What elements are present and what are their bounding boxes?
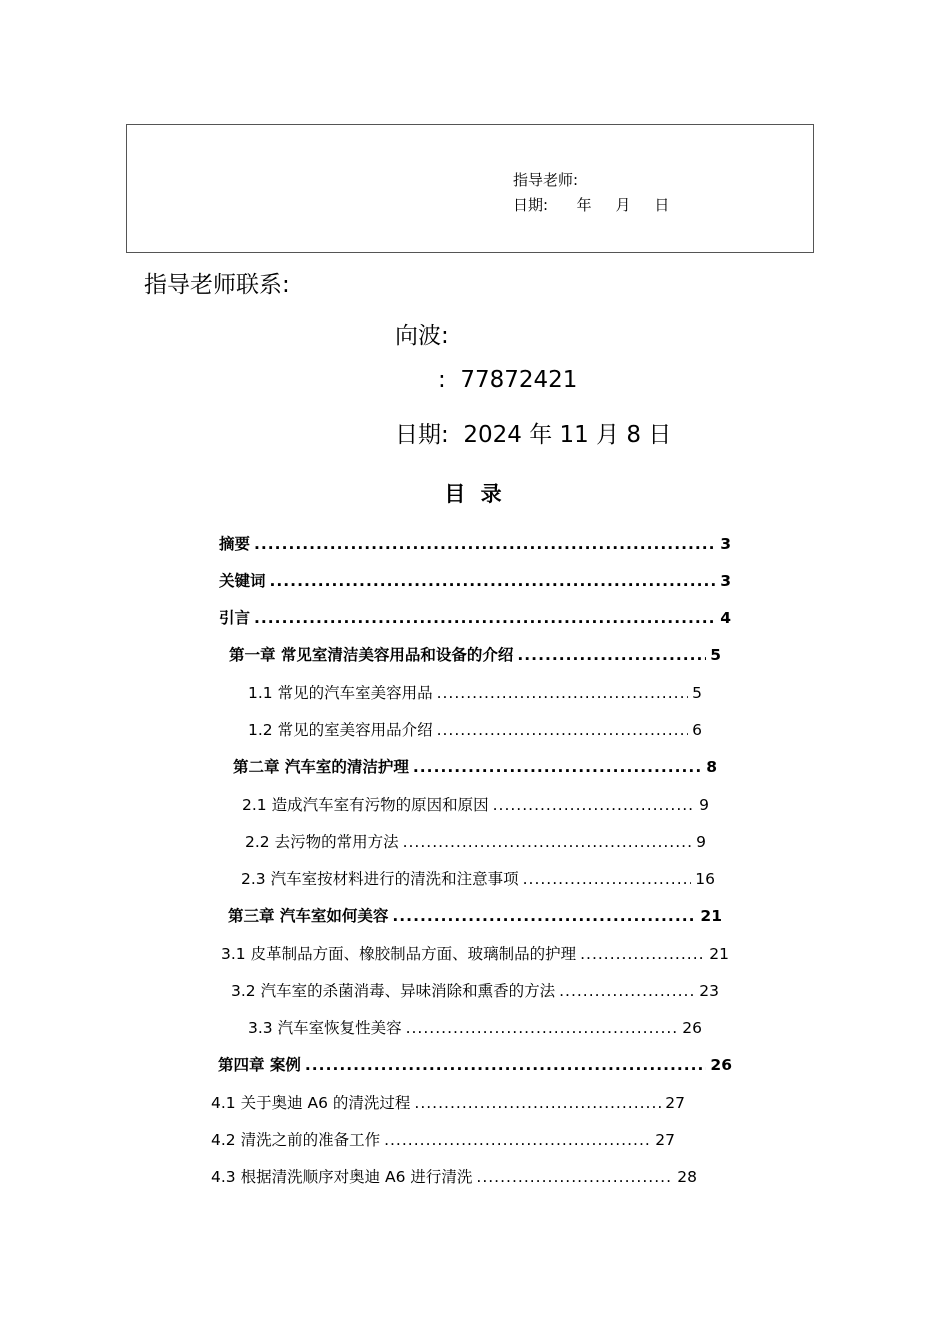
toc-entry-title: 1.1 常见的汽车室美容用品	[248, 684, 433, 702]
toc-entry-title: 3.1 皮革制品方面、橡胶制品方面、玻璃制品的护理	[221, 945, 577, 963]
toc-entry-page: 26	[682, 1019, 702, 1037]
toc-dot-leader	[414, 1094, 661, 1112]
toc-dot-leader	[254, 535, 716, 553]
advisor-name: 向波:	[395, 323, 449, 349]
toc-entry-page: 28	[677, 1168, 697, 1186]
toc-entry-page: 9	[696, 833, 706, 851]
toc-entry-title: 4.3 根据清洗顺序对奥迪 A6 进行清洗	[211, 1168, 473, 1186]
toc-entry[interactable]	[211, 1165, 697, 1187]
toc-dot-leader	[406, 1019, 679, 1037]
advisor-phone: : 77872421	[438, 367, 578, 393]
toc-entry-page: 21	[709, 945, 729, 963]
toc-dot-leader	[580, 945, 705, 963]
toc-entry-title: 2.2 去污物的常用方法	[245, 833, 399, 851]
toc-entry[interactable]	[211, 1128, 675, 1150]
toc-entry-title: 2.1 造成汽车室有污物的原因和原因	[242, 796, 489, 814]
advisor-label: 指导老师:	[513, 171, 579, 189]
toc-entry-page: 3	[720, 572, 731, 590]
toc-entry-page: 27	[655, 1131, 675, 1149]
toc-entry-title: 3.3 汽车室恢复性美容	[248, 1019, 402, 1037]
toc-dot-leader	[437, 721, 689, 739]
toc-entry[interactable]	[229, 643, 721, 665]
toc-entry-title: 第二章 汽车室的清洁护理	[233, 758, 409, 776]
toc-dot-leader	[392, 907, 696, 925]
toc-entry[interactable]	[233, 755, 717, 777]
toc-dot-leader	[305, 1056, 707, 1074]
toc-dot-leader	[403, 833, 693, 851]
toc-entry-title: 关键词	[219, 572, 266, 590]
toc-title: 目 录	[444, 482, 506, 506]
toc-entry-page: 16	[695, 870, 715, 888]
toc-entry-page: 6	[692, 721, 702, 739]
toc-entry[interactable]	[219, 606, 731, 628]
toc-entry-page: 21	[700, 907, 722, 925]
box-date-line: 日期: 年 月 日	[513, 196, 670, 214]
toc-entry-title: 摘要	[219, 535, 251, 553]
toc-entry[interactable]	[221, 942, 729, 964]
toc-dot-leader	[254, 609, 716, 627]
toc-entry-title: 4.2 清洗之前的准备工作	[211, 1131, 381, 1149]
toc-entry[interactable]	[228, 904, 722, 926]
toc-entry[interactable]	[211, 1091, 685, 1113]
toc-entry[interactable]	[219, 532, 731, 554]
toc-entry[interactable]	[231, 979, 719, 1001]
toc-entry[interactable]	[219, 569, 731, 591]
toc-entry-page: 5	[710, 646, 721, 664]
contact-date: 日期: 2024 年 11 月 8 日	[395, 422, 672, 448]
toc-entry-page: 8	[706, 758, 717, 776]
toc-entry-page: 4	[720, 609, 731, 627]
toc-entry[interactable]	[242, 793, 709, 815]
toc-entry-title: 第三章 汽车室如何美容	[228, 907, 389, 925]
toc-entry[interactable]	[245, 830, 706, 852]
toc-entry[interactable]	[248, 718, 702, 740]
toc-dot-leader	[384, 1131, 651, 1149]
toc-dot-leader	[270, 572, 717, 590]
toc-entry[interactable]	[218, 1053, 732, 1075]
toc-entry-title: 4.1 关于奥迪 A6 的清洗过程	[211, 1094, 411, 1112]
toc-entry-title: 第四章 案例	[218, 1056, 301, 1074]
toc-dot-leader	[517, 646, 706, 664]
toc-entry-page: 23	[699, 982, 719, 1000]
toc-dot-leader	[559, 982, 695, 1000]
toc-entry-title: 1.2 常见的室美容用品介绍	[248, 721, 433, 739]
signature-box	[126, 124, 814, 253]
toc-dot-leader	[476, 1168, 673, 1186]
toc-entry-page: 27	[665, 1094, 685, 1112]
toc-entry-page: 3	[720, 535, 731, 553]
toc-dot-leader	[523, 870, 692, 888]
toc-dot-leader	[437, 684, 689, 702]
toc-entry[interactable]	[248, 1016, 702, 1038]
toc-entry[interactable]	[248, 681, 702, 703]
toc-entry-page: 9	[699, 796, 709, 814]
toc-entry-title: 3.2 汽车室的杀菌消毒、异味消除和熏香的方法	[231, 982, 556, 1000]
toc-entry-page: 5	[692, 684, 702, 702]
toc-dot-leader	[413, 758, 702, 776]
toc-entry-title: 第一章 常见室清洁美容用品和设备的介绍	[229, 646, 514, 664]
toc-entry-title: 引言	[219, 609, 251, 627]
toc-entry[interactable]	[241, 867, 715, 889]
toc-entry-page: 26	[710, 1056, 732, 1074]
contact-heading: 指导老师联系:	[144, 272, 290, 298]
toc-entry-title: 2.3 汽车室按材料进行的清洗和注意事项	[241, 870, 519, 888]
toc-dot-leader	[493, 796, 696, 814]
